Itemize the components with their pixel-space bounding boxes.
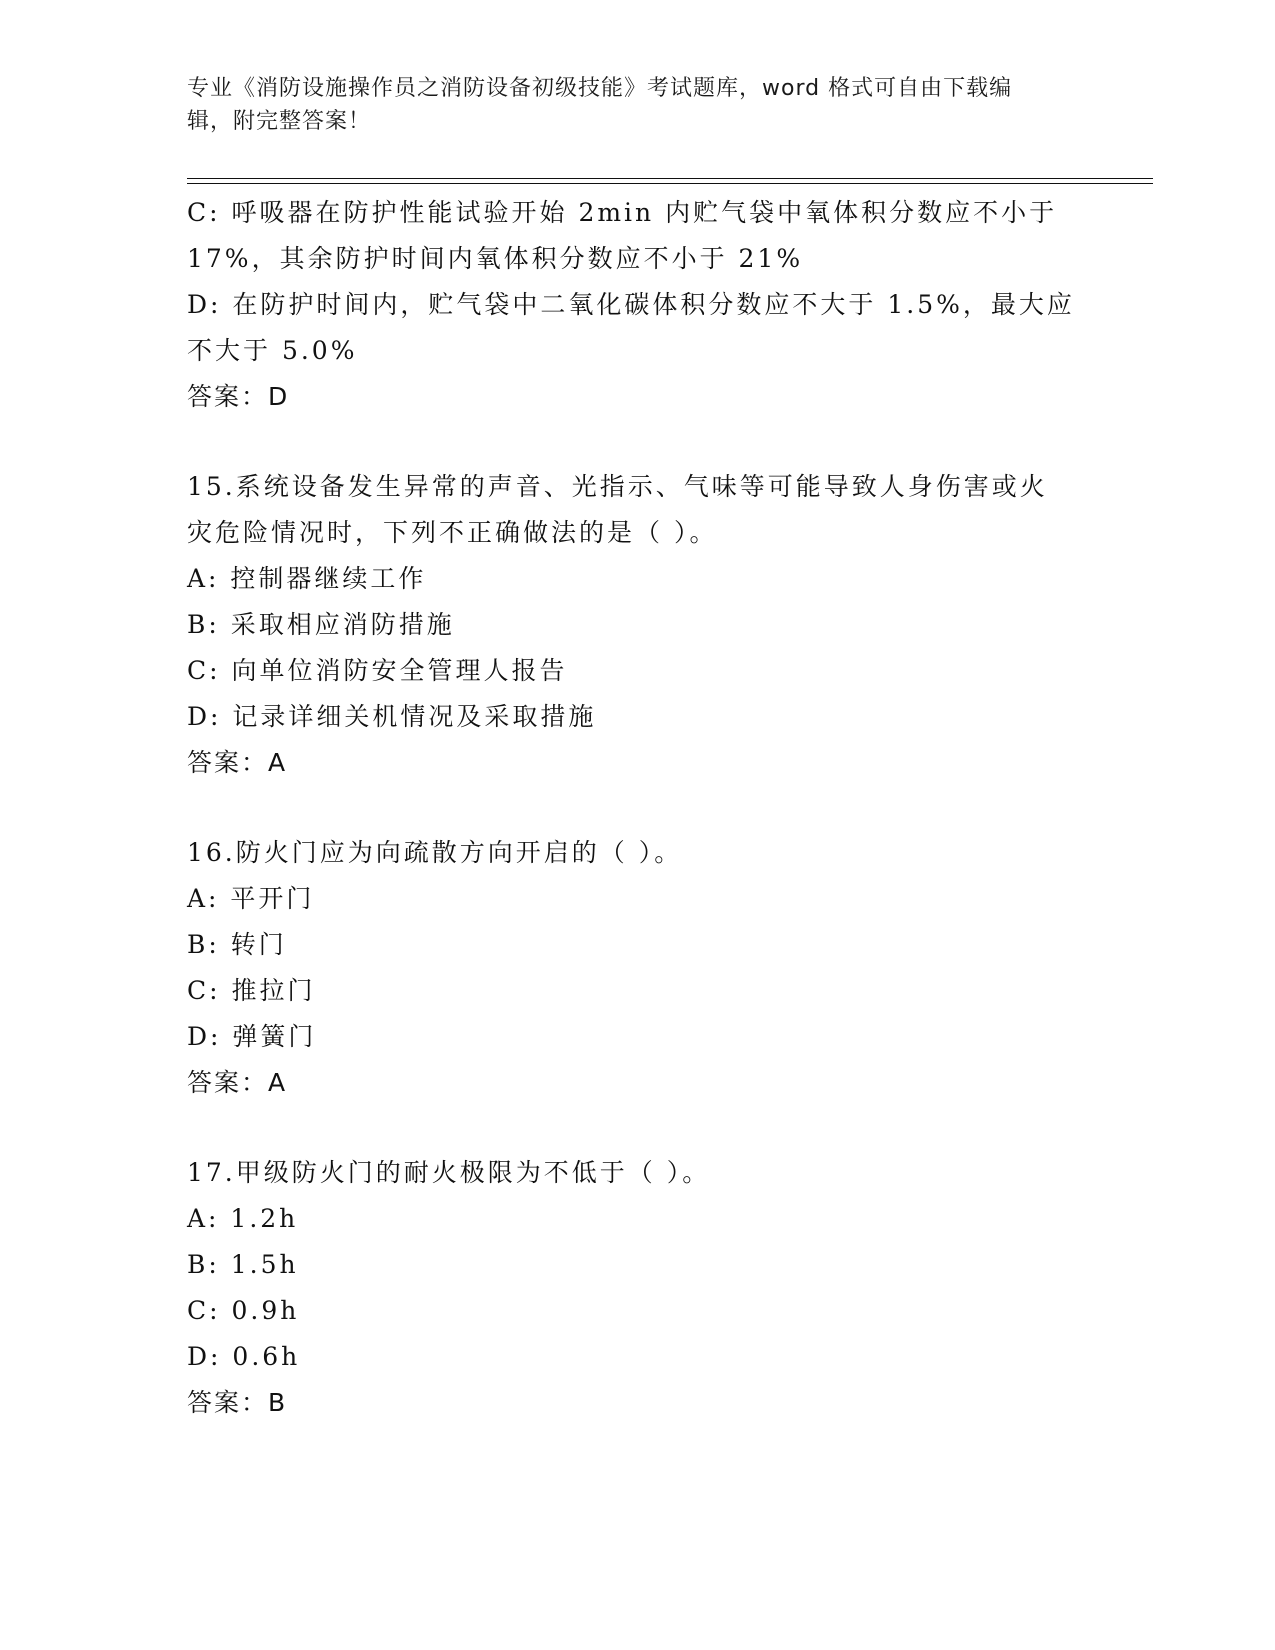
header-rule-top — [187, 178, 1153, 179]
question-15-option-c: C: 向单位消防安全管理人报告 — [187, 656, 568, 685]
answer-17: 答案：B — [187, 1388, 288, 1417]
question-15-option-a: A: 控制器继续工作 — [187, 564, 427, 593]
question-15-option-b: B: 采取相应消防措施 — [187, 610, 455, 639]
answer-16: 答案：A — [187, 1068, 288, 1097]
question-content — [187, 190, 1087, 1426]
question-17-option-a: A: 1.2h — [187, 1204, 299, 1233]
question-16-option-c: C: 推拉门 — [187, 976, 316, 1005]
question-17-option-d: D: 0.6h — [187, 1342, 301, 1371]
question-17-stem: 17.甲级防火门的耐火极限为不低于（ ）。 — [187, 1158, 711, 1187]
question-16 — [187, 830, 1087, 1106]
question-16-option-a: A: 平开门 — [187, 884, 315, 913]
question-16-option-b: B: 转门 — [187, 930, 287, 959]
header-line-2: 辑，附完整答案！ — [187, 109, 372, 134]
question-15 — [187, 464, 1087, 786]
question-16-stem: 16.防火门应为向疏散方向开启的（ ）。 — [187, 838, 683, 867]
header-line-1: 专业《消防设施操作员之消防设备初级技能》考试题库，word 格式可自由下载编 — [187, 76, 1013, 101]
question-17-option-b: B: 1.5h — [187, 1250, 299, 1279]
option-d-line-1: D: 在防护时间内，贮气袋中二氧化碳体积分数应不大于 1.5%，最大应 — [187, 290, 1075, 319]
answer-14: 答案：D — [187, 382, 290, 411]
header-rule-bottom — [187, 183, 1153, 184]
question-15-stem-line-1: 15.系统设备发生异常的声音、光指示、气味等可能导致人身伤害或火 — [187, 472, 1048, 501]
question-15-stem-line-2: 灾危险情况时，下列不正确做法的是（ ）。 — [187, 518, 718, 547]
question-17 — [187, 1150, 1087, 1426]
option-c-line-2: 17%，其余防护时间内氧体积分数应不小于 21% — [187, 244, 804, 273]
answer-15: 答案：A — [187, 748, 288, 777]
question-17-option-c: C: 0.9h — [187, 1296, 300, 1325]
question-14-fragment — [187, 190, 1087, 420]
question-15-option-d: D: 记录详细关机情况及采取措施 — [187, 702, 597, 731]
option-c-line-1: C: 呼吸器在防护性能试验开始 2min 内贮气袋中氧体积分数应不小于 — [187, 198, 1058, 227]
page-header — [187, 72, 1067, 138]
option-d-line-2: 不大于 5.0% — [187, 336, 358, 365]
question-16-option-d: D: 弹簧门 — [187, 1022, 317, 1051]
